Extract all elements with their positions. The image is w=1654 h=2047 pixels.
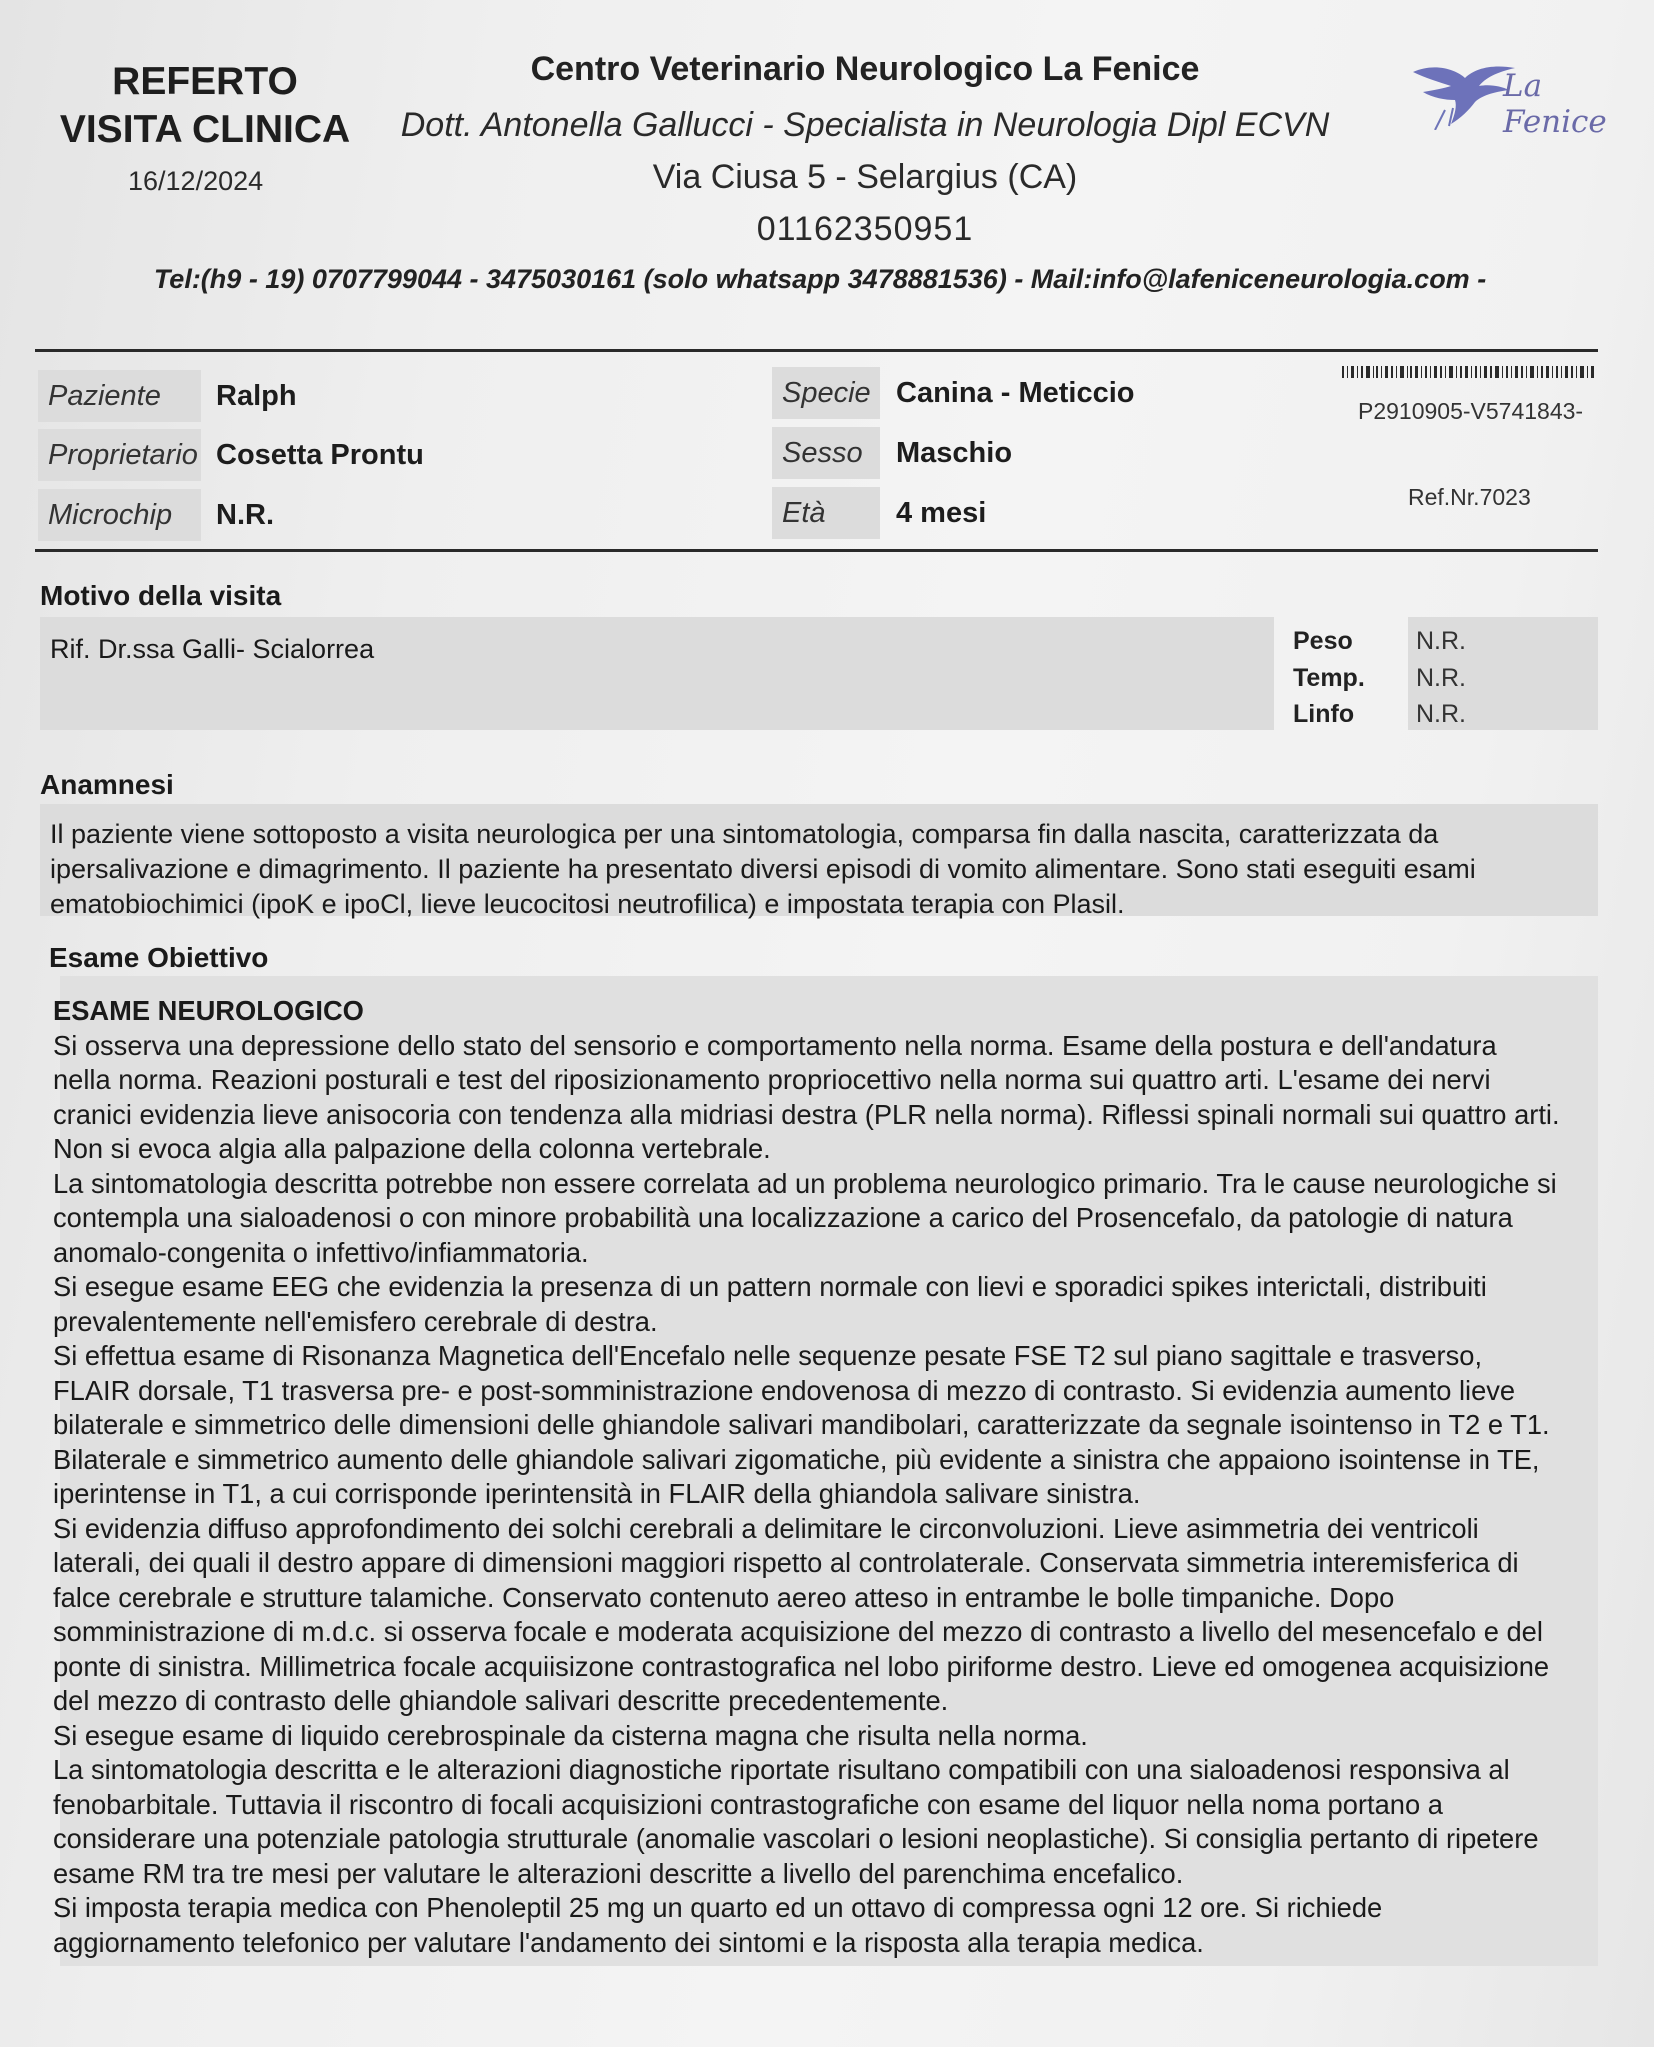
- report-title-line2: VISITA CLINICA: [59, 108, 351, 151]
- anamnesis-line: Il paziente viene sottoposto a visita neurologica per una sintomatologia, comparsa fin dalla nascita, caratterizzata da: [50, 819, 1439, 849]
- vital-value-temperature: N.R.: [1416, 664, 1466, 692]
- vital-value-lymph: N.R.: [1416, 700, 1466, 728]
- clinic-name: Centro Veterinario Neurologico La Fenice: [530, 50, 1200, 88]
- visit-reason-text: Rif. Dr.ssa Galli- Scialorrea: [50, 634, 375, 664]
- exam-line: Si imposta terapia medica con Phenoleptil 25 mg un quarto ed un ottavo di compressa ogni 12 ore. Si richiede: [53, 1892, 1383, 1923]
- report-title-line1: REFERTO: [112, 60, 298, 103]
- exam-line: cranici evidenzia lieve anisocoria con tendenza alla midriasi destra (PLR nella norma). Riflessi spinali normali sui quattro arti.: [53, 1098, 1560, 1130]
- anamnesis-text: [50, 817, 1598, 922]
- anamnesis-line: ematobiochimici (ipoK e ipoCl, lieve leucocitosi neutrofilica) e impostata terapia con Plasil.: [50, 889, 1125, 919]
- vital-label-lymph: Linfo: [1293, 700, 1355, 728]
- exam-line: iperintense in T1, a cui corrisponde iperintensità in FLAIR della ghiandola salivare sinistra.: [53, 1478, 1141, 1509]
- exam-line: prevalentemente nell'emisfero cerebrale di destra.: [53, 1305, 658, 1337]
- report-title: [40, 58, 370, 154]
- exam-line: fenobarbitale. Tuttavia il riscontro di focali acquisizioni contrastografiche con esame del liquor nella noma portano a: [53, 1788, 1443, 1820]
- label-age: Età: [772, 487, 880, 539]
- exam-line: nella norma. Reazioni posturali e test del riposizionamento propriocettivo nella norma sui quattro arti. L'esame dei nervi: [53, 1064, 1491, 1095]
- exam-line: Si osserva una depressione dello stato del sensorio e comportamento nella norma. Esame della postura e dell'andatura: [53, 1029, 1497, 1061]
- report-date: 16/12/2024: [128, 166, 264, 196]
- exam-line: Si esegue esame EEG che evidenzia la presenza di un pattern normale con lievi e sporadici spikes interictali, distribuiti: [53, 1271, 1487, 1302]
- exam-line: FLAIR dorsale, T1 trasversa pre- e post-somministrazione endovenosa di mezzo di contrasto. Si evidenzia aumento lieve: [53, 1374, 1516, 1406]
- exam-line: somministrazione di m.d.c. si osserva focale e moderata acquisizione del mezzo di contrasto a livello del mesencefalo e del: [53, 1616, 1543, 1647]
- vital-label-temperature: Temp.: [1293, 664, 1365, 692]
- label-sex: Sesso: [772, 427, 880, 479]
- exam-line: Si effettua esame di Risonanza Magnetica dell'Encefalo nelle sequenze pesate FSE T2 sul piano sagittale e trasverso,: [53, 1340, 1483, 1371]
- exam-line: anomalo-congenita o infettivo/infiammatoria.: [53, 1236, 589, 1268]
- exam-line: La sintomatologia descritta e le alterazioni diagnostiche riportate risultano compatibili con una sialoadenosi responsiva al: [53, 1754, 1510, 1785]
- patient-divider: [35, 549, 1598, 552]
- exam-line: considerare una potenziale patologia strutturale (anomalie vascolari o lesioni neoplastiche). Si consiglia pertanto di ripetere: [53, 1823, 1539, 1854]
- exam-line: Si esegue esame di liquido cerebrospinale da cisterna magna che risulta nella norma.: [53, 1719, 1088, 1751]
- exam-line: laterali, dei quali il destro appare di dimensioni maggiori rispetto al controlaterale. Conservata simmetria interemisferica di: [53, 1547, 1519, 1578]
- exam-line: del mezzo di contrasto delle ghiandole salivari descritte precedentemente.: [53, 1685, 949, 1716]
- owner-name: Cosetta Prontu: [216, 439, 424, 471]
- exam-line: La sintomatologia descritta potrebbe non essere correlata ad un problema neurologico primario. Tra le cause neurologiche si: [53, 1167, 1557, 1199]
- exam-line: falce cerebrale e strutture talamiche. Conservato contenuto aereo atteso in entrambe le bolle timpaniche. Dopo: [53, 1581, 1395, 1613]
- exam-title: Esame Obiettivo: [49, 942, 269, 973]
- patient-code: P2910905-V5741843-: [1358, 398, 1584, 424]
- exam-line: Non si evoca algia alla palpazione della colonna vertebrale.: [53, 1133, 771, 1164]
- reference-number: Ref.Nr.7023: [1408, 484, 1531, 510]
- clinic-phone: 01162350951: [756, 210, 974, 248]
- sex-value: Maschio: [896, 437, 1013, 469]
- clinic-address: Via Ciusa 5 - Selargius (CA): [652, 158, 1078, 196]
- anamnesis-line: ipersalivazione e dimagrimento. Il paziente ha presentato diversi episodi di vomito alimentare. Sono stati eseguiti esami: [50, 854, 1476, 884]
- exam-line: Bilaterale e simmetrico aumento delle ghiandole salivari zigomatiche, più evidente a sinistra che appaiono isointense in TE,: [53, 1443, 1540, 1475]
- anamnesis-title: Anamnesi: [40, 769, 174, 800]
- exam-line: Si evidenzia diffuso approfondimento dei solchi cerebrali a delimitare le circonvoluzioni. Lieve asimmetria dei ventricoli: [53, 1512, 1479, 1544]
- logo-text: La Fenice: [1503, 68, 1607, 140]
- vital-label-weight: Peso: [1293, 627, 1353, 655]
- vital-value-weight: N.R.: [1416, 627, 1466, 655]
- label-owner: Proprietario: [38, 429, 201, 481]
- neuro-exam-heading: ESAME NEUROLOGICO: [53, 995, 364, 1026]
- exam-line: esame RM tra tre mesi per valutare le alterazioni descritte a livello del parenchima encefalico.: [53, 1857, 1184, 1889]
- label-species: Specie: [772, 367, 880, 419]
- exam-line: bilaterale e simmetrico delle dimensioni delle ghiandole salivari mandibolari, caratterizzate da segnale isointenso in T2 e T1.: [53, 1409, 1550, 1440]
- age-value: 4 mesi: [896, 497, 987, 529]
- contact-line: Tel:(h9 - 19) 0707799044 - 3475030161 (solo whatsapp 3478881536) - Mail:info@lafeniceneurologia.com -: [153, 264, 1487, 294]
- header-divider: [35, 349, 1598, 352]
- exam-line: aggiornamento telefonico per valutare l'andamento dei sintomi e la risposta alla terapia medica.: [53, 1926, 1204, 1958]
- barcode-icon: [1342, 366, 1594, 378]
- exam-line: ponte di sinistra. Millimetrica focale acquiisizone contrastografica nel lobo piriforme destro. Lieve ed omogenea acquisizione: [53, 1650, 1550, 1682]
- label-patient: Paziente: [38, 370, 201, 422]
- doctor-name: Dott. Antonella Gallucci - Specialista in Neurologia Dipl ECVN: [400, 106, 1330, 144]
- exam-text: [53, 994, 1609, 1960]
- species-value: Canina - Meticcio: [896, 377, 1135, 409]
- label-microchip: Microchip: [38, 489, 201, 541]
- visit-reason-title: Motivo della visita: [40, 580, 282, 611]
- patient-name: Ralph: [216, 380, 297, 412]
- exam-line: contempla una sialoadenosi o con minore probabilità una localizzazione a carico del Prosencefalo, da patologie di natura: [53, 1202, 1513, 1233]
- microchip-value: N.R.: [216, 499, 274, 531]
